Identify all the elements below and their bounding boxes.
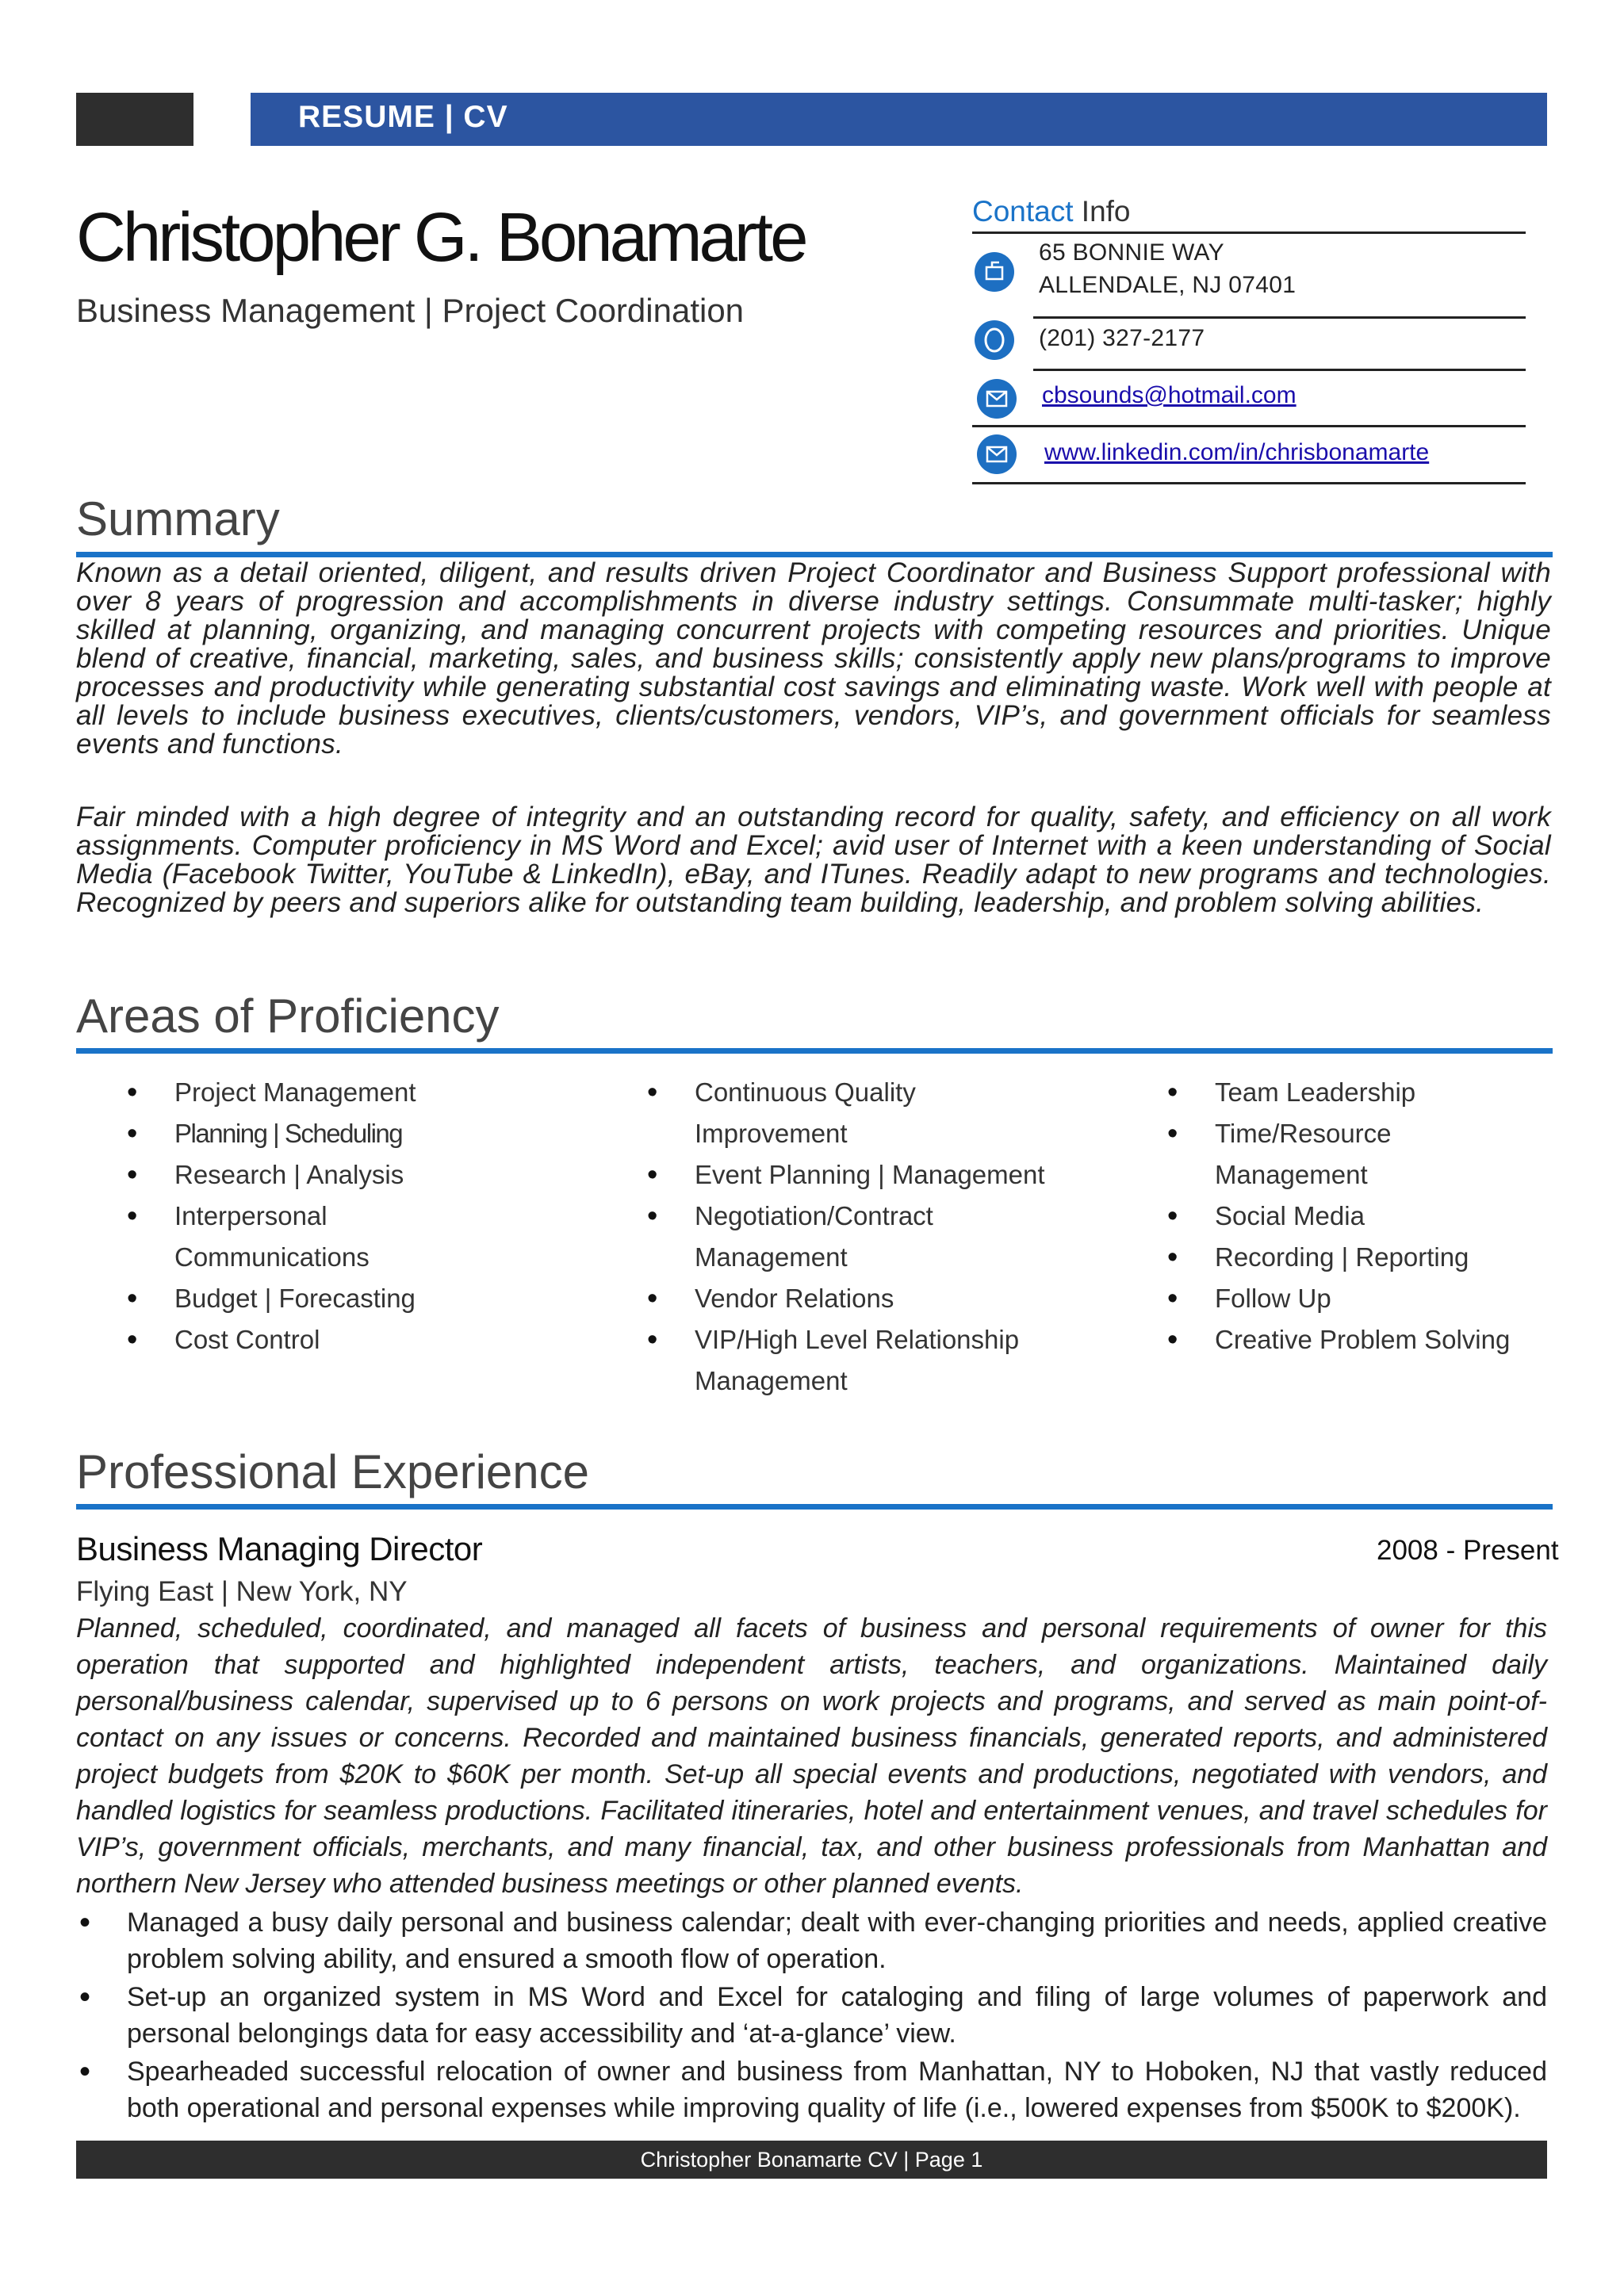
- contact-divider: [1033, 369, 1526, 371]
- contact-divider: [972, 425, 1526, 427]
- address-line1: 65 BONNIE WAY: [1039, 239, 1224, 266]
- proficiency-item: • Time/Resource Management: [1167, 1113, 1405, 1196]
- job-company: Flying East | New York, NY: [76, 1576, 408, 1607]
- contact-heading-rest: Info: [1073, 195, 1131, 228]
- summary-title: Summary: [76, 492, 280, 545]
- phone-icon: [975, 320, 1014, 360]
- job-bullet: • Managed a busy daily personal and business calendar; dealt with ever-changing priorities and needs, applied creative problem solving ability, and ensured a smooth flow of operation.: [76, 1904, 1547, 1977]
- proficiency-item: • Recording | Reporting: [1167, 1237, 1548, 1278]
- proficiency-item: • Budget | Forecasting: [127, 1278, 539, 1319]
- person-subtitle: Business Management | Project Coordination: [76, 292, 745, 329]
- proficiency-item: • Vendor Relations: [647, 1278, 1091, 1319]
- summary-paragraph-2: Fair minded with a high degree of integrity and an outstanding record for quality, safety, and efficiency on all work assignments. Computer proficiency in MS Word and Excel; avid user of Internet with a keen understanding of Social Media (Facebook Twitter, YouTube & LinkedIn), eBay, and ITunes. Readily adapt to new programs and technologies. Recognized by peers and superiors alike for outstanding team building, leadership, and problem solving abilities.: [76, 802, 1551, 918]
- banner-text: RESUME | CV: [298, 100, 508, 134]
- proficiency-item: • Planning | Scheduling: [127, 1113, 539, 1154]
- proficiency-item: • Team Leadership: [1167, 1072, 1548, 1113]
- contact-divider: [972, 232, 1526, 234]
- summary-rule: [76, 552, 1553, 557]
- proficiency-column-3: [1167, 1072, 1548, 1360]
- proficiency-item: • Project Management: [127, 1072, 539, 1113]
- header-banner: [251, 93, 1547, 146]
- contact-divider: [1033, 316, 1526, 319]
- mailbox-icon: [975, 252, 1014, 292]
- proficiency-title: Areas of Proficiency: [76, 989, 500, 1043]
- email-icon: [977, 434, 1017, 474]
- contact-heading-accent: Contact: [972, 195, 1074, 228]
- header-dark-block: [76, 93, 193, 146]
- job-bullet: • Set-up an organized system in MS Word and Excel for cataloging and filing of large volumes of paperwork and personal belongings data for easy accessibility and ‘at-a-glance’ view.: [76, 1979, 1547, 2052]
- email-icon: [977, 379, 1017, 419]
- proficiency-column-2: [647, 1072, 1091, 1402]
- experience-rule: [76, 1504, 1553, 1510]
- proficiency-item: • Cost Control: [127, 1319, 539, 1360]
- proficiency-column-1: [127, 1072, 539, 1360]
- address-line2: ALLENDALE, NJ 07401: [1039, 272, 1297, 298]
- experience-title: Professional Experience: [76, 1445, 590, 1498]
- proficiency-item: • Creative Problem Solving: [1167, 1319, 1548, 1360]
- contact-divider: [972, 482, 1526, 484]
- summary-paragraph-1: Known as a detail oriented, diligent, and results driven Project Coordinator and Business Support professional with over 8 years of progression and accomplishments in diverse industry settings. Consummate multi-tasker; highly skilled at planning, organizing, and managing concurrent projects with competing resources and priorities. Unique blend of creative, financial, marketing, sales, and business skills; consistently apply new plans/programs to improve processes and productivity while generating substantial cost savings and eliminating waste. Work well with people at all levels to include business executives, clients/customers, vendors, VIP’s, and government officials for seamless events and functions.: [76, 557, 1551, 760]
- linkedin-link[interactable]: www.linkedin.com/in/chrisbonamarte: [1044, 439, 1430, 465]
- proficiency-item: • Continuous Quality Improvement: [647, 1072, 933, 1154]
- proficiency-item: • VIP/High Level Relationship Management: [647, 1319, 1044, 1402]
- proficiency-item: • Research | Analysis: [127, 1154, 539, 1196]
- proficiency-item: • Follow Up: [1167, 1278, 1548, 1319]
- page-footer: Christopher Bonamarte CV | Page 1: [76, 2141, 1547, 2179]
- proficiency-item: • Social Media: [1167, 1196, 1548, 1237]
- phone-number: (201) 327-2177: [1039, 325, 1205, 351]
- proficiency-item: • Negotiation/Contract Management: [647, 1196, 964, 1278]
- job-bullets: [76, 1904, 1547, 2128]
- job-dates: 2008 - Present: [1377, 1535, 1559, 1566]
- job-title: Business Managing Director: [76, 1530, 483, 1567]
- job-bullet: • Spearheaded successful relocation of owner and business from Manhattan, NY to Hoboken, NJ that vastly reduced both operational and personal expenses while improving quality of life (i.e., lowered expenses from $500K to $200K).: [76, 2053, 1547, 2126]
- proficiency-item: • Event Planning | Management: [647, 1154, 1091, 1196]
- email-link[interactable]: cbsounds@hotmail.com: [1042, 382, 1297, 408]
- proficiency-item: • Interpersonal Communications: [127, 1196, 373, 1278]
- proficiency-rule: [76, 1048, 1553, 1054]
- job-description: Planned, scheduled, coordinated, and managed all facets of business and personal requirements of owner for this operation that supported and highlighted independent artists, teachers, and organizations. Maintained daily personal/business calendar, supervised up to 6 persons on work projects and programs, and served as main point-of-contact on any issues or concerns. Recorded and maintained business financials, generated reports, and administered project budgets from $20K to $60K per month. Set-up all special events and productions, negotiated with vendors, and handled logistics for seamless productions. Facilitated itineraries, hotel and entertainment venues, and travel schedules for VIP’s, government officials, merchants, and many financial, tax, and other business professionals from Manhattan and northern New Jersey who attended business meetings or other planned events.: [76, 1613, 1547, 1899]
- person-name: Christopher G. Bonamarte: [76, 199, 806, 276]
- contact-heading: [972, 195, 1131, 228]
